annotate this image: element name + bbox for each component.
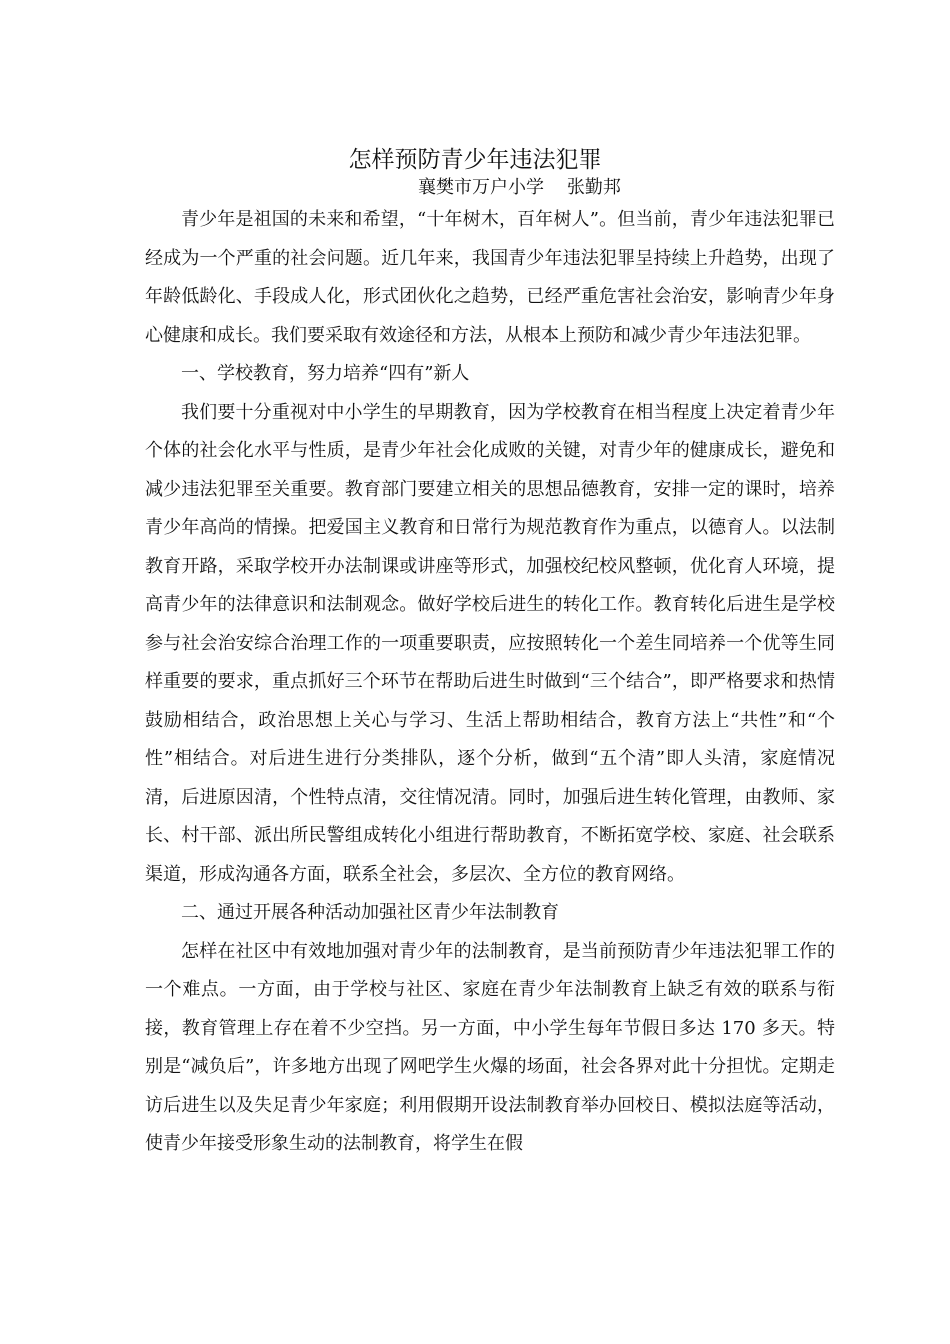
document-title: 怎样预防青少年违法犯罪 — [348, 147, 602, 173]
document-body — [145, 201, 835, 1164]
author-line: 襄樊市万户小学 张勤邦 — [418, 177, 621, 198]
section-heading-2: 二、通过开展各种活动加强社区青少年法制教育 — [181, 902, 559, 923]
section-heading-1: 一、学校教育，努力培养“四有”新人 — [181, 363, 470, 384]
paragraph-intro: 青少年是祖国的未来和希望，“十年树木，百年树人”。但当前，青少年违法犯罪已经成为一个严重的社会问题。近几年来，我国青少年违法犯罪呈持续上升趋势，出现了年龄低龄化、手段成人化，形式团伙化之趋势，已经严重危害社会治安，影响青少年身心健康和成长。我们要采取有效途径和方法，从根本上预防和减少青少年违法犯罪。 — [145, 209, 835, 346]
paragraph-community-education: 怎样在社区中有效地加强对青少年的法制教育，是当前预防青少年违法犯罪工作的一个难点。一方面，由于学校与社区、家庭在青少年法制教育上缺乏有效的联系与衔接，教育管理上存在着不少空挡。另一方面，中小学生每年节假日多达 170 多天。特别是“减负后”，许多地方出现了网吧学生火爆的场面，社会各界对此十分担忧。定期走访后进生以及失足青少年家庭；利用假期开设法制教育举办回校日、模拟法庭等活动，使青少年接受形象生动的法制教育，将学生在假 — [145, 940, 835, 1154]
paragraph-school-education: 我们要十分重视对中小学生的早期教育，因为学校教育在相当程度上决定着青少年个体的社会化水平与性质，是青少年社会化成败的关键，对青少年的健康成长，避免和减少违法犯罪至关重要。教育部门要建立相关的思想品德教育，安排一定的课时，培养青少年高尚的情操。把爱国主义教育和日常行为规范教育作为重点，以德育人。以法制教育开路，采取学校开办法制课或讲座等形式，加强校纪校风整顿，优化育人环境，提高青少年的法律意识和法制观念。做好学校后进生的转化工作。教育转化后进生是学校参与社会治安综合治理工作的一项重要职责，应按照转化一个差生同培养一个优等生同样重要的要求，重点抓好三个环节在帮助后进生时做到“三个结合”，即严格要求和热情鼓励相结合，政治思想上关心与学习、生活上帮助相结合，教育方法上“共性”和“个性”相结合。对后进生进行分类排队，逐个分析，做到“五个清”即人头清，家庭情况清，后进原因清，个性特点清，交往情况清。同时，加强后进生转化管理，由教师、家长、村干部、派出所民警组成转化小组进行帮助教育，不断拓宽学校、家庭、社会联系渠道，形成沟通各方面，联系全社会，多层次、全方位的教育网络。 — [145, 401, 835, 885]
